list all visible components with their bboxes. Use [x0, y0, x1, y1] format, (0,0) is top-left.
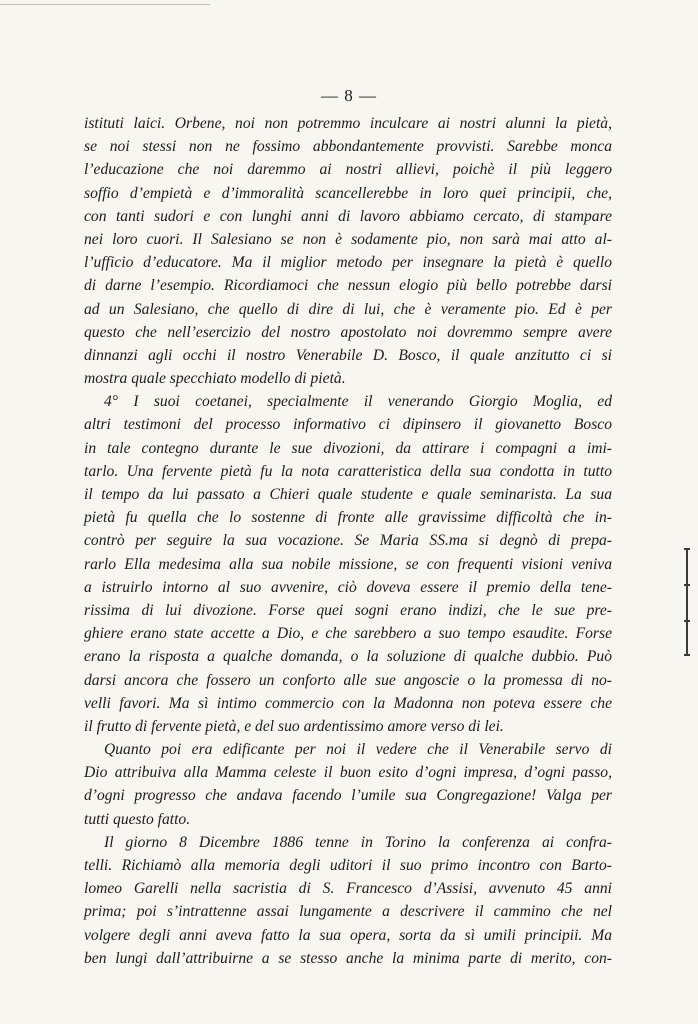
text-line: con tanti sudori e con lunghi anni di lavoro abbiamo cercato, di stampare: [84, 207, 612, 225]
text-line: telli. Richiamò alla memoria degli uditori il suo primo incontro con Barto-: [84, 857, 612, 874]
text-line: tarlo. Una fervente pietà fu la nota caratteristica della sua condotta in tutto: [84, 462, 612, 480]
text-line: Il giorno 8 Dicembre 1886 tenne in Torino la conferenza ai confra-: [104, 833, 612, 851]
top-edge-rule: [0, 4, 210, 5]
text-line: dinnanzi agli occhi il nostro Venerabile D. Bosco, il quale anzitutto ci si: [84, 346, 612, 364]
text-line: lomeo Garelli nella sacristia di S. Francesco d’Assisi, avvenuto 45 anni: [84, 880, 612, 898]
text-line: rarlo Ella medesima alla sua nobile missione, se con frequenti visioni veniva: [84, 555, 612, 573]
text-line: ghiere erano state accette a Dio, e che sarebbero a suo tempo esaudite. Forse: [84, 625, 612, 643]
text-line: velli favori. Ma sì intimo commercio con la Madonna non poteva essere che: [84, 694, 612, 712]
text-line: d’ogni progresso che andava facendo l’umile sua Congregazione! Valga per: [84, 787, 612, 805]
text-line: il frutto di fervente pietà, e del suo ardentissimo amore verso di lei.: [84, 717, 504, 735]
text-line: l’educazione che noi daremmo ai nostri allievi, poichè il più leggero: [84, 161, 612, 179]
text-line: nei loro cuori. Il Salesiano se non è sodamente pio, non sarà mai atto al-: [84, 230, 612, 248]
margin-ruler-mark: [684, 548, 690, 656]
text-line: il tempo da lui passato a Chieri quale studente e quale seminarista. La sua: [84, 486, 612, 503]
text-line: mostra quale specchiato modello di pietà.: [84, 370, 346, 388]
text-line: contrò per seguire la sua vocazione. Se Maria SS.ma si degnò di prepa-: [84, 532, 612, 550]
text-line: soffio d’empietà e d’immoralità scancellerebbe in loro quei principii, che,: [84, 184, 612, 202]
text-line: volgere degli anni aveva fatto la sua opera, sorta da sì umili principii. Ma: [84, 926, 612, 944]
text-line: in tale contegno durante le sue divozioni, da attirare i compagni a imi-: [84, 439, 612, 457]
text-line: l’ufficio d’educatore. Ma il miglior metodo per insegnare la pietà è quello: [84, 254, 612, 272]
page-number: — 8 —: [321, 86, 377, 105]
text-line: istituti laici. Orbene, noi non potremmo inculcare ai nostri alunni la pietà,: [84, 115, 612, 132]
text-line: questo che nell’esercizio del nostro apostolato noi dovremmo sempre avere: [84, 323, 612, 341]
text-line: tutti questo fatto.: [84, 810, 191, 828]
text-line: pietà fu quella che lo sostenne di fronte alle gravissime difficoltà che in-: [84, 509, 612, 527]
text-line: a istruirlo intorno al suo avvenire, ciò doveva essere il premio della tene-: [84, 578, 612, 596]
text-line: se noi stessi non ne fossimo abbondantemente provvisti. Sarebbe monca: [84, 138, 612, 156]
text-line: altri testimoni del processo informativo ci dipinsero il giovanetto Bosco: [84, 416, 612, 434]
text-line: Dio attribuiva alla Mamma celeste il buon esito d’ogni impresa, d’ogni passo,: [84, 764, 612, 782]
text-line: ben lungi dall’attribuirne a se stesso anche la minima parte di merito, con-: [84, 949, 612, 967]
text-line: darsi ancora che fossero un conforto alle sue angoscie o la promessa di no-: [84, 671, 612, 689]
text-line: Quanto poi era edificante per noi il vedere che il Venerabile servo di: [104, 741, 612, 759]
text-line: prima; poi s’intrattenne assai lungamente a descrivere il cammino che nel: [84, 903, 612, 921]
text-line: di darne l’esempio. Ricordiamoci che nessun elogio più bello potrebbe darsi: [84, 277, 612, 295]
text-line: ad un Salesiano, che quello di dire di lui, che è veramente pio. Ed è per: [84, 300, 612, 318]
text-line: rissima di lui divozione. Forse quei sogni erano indizi, che le sue pre-: [84, 601, 612, 619]
body-text: [84, 112, 612, 970]
text-line: erano la risposta a qualche domanda, o la soluzione di qualche dubbio. Può: [84, 648, 612, 666]
text-line: 4° I suoi coetanei, specialmente il venerando Giorgio Moglia, ed: [104, 393, 612, 411]
